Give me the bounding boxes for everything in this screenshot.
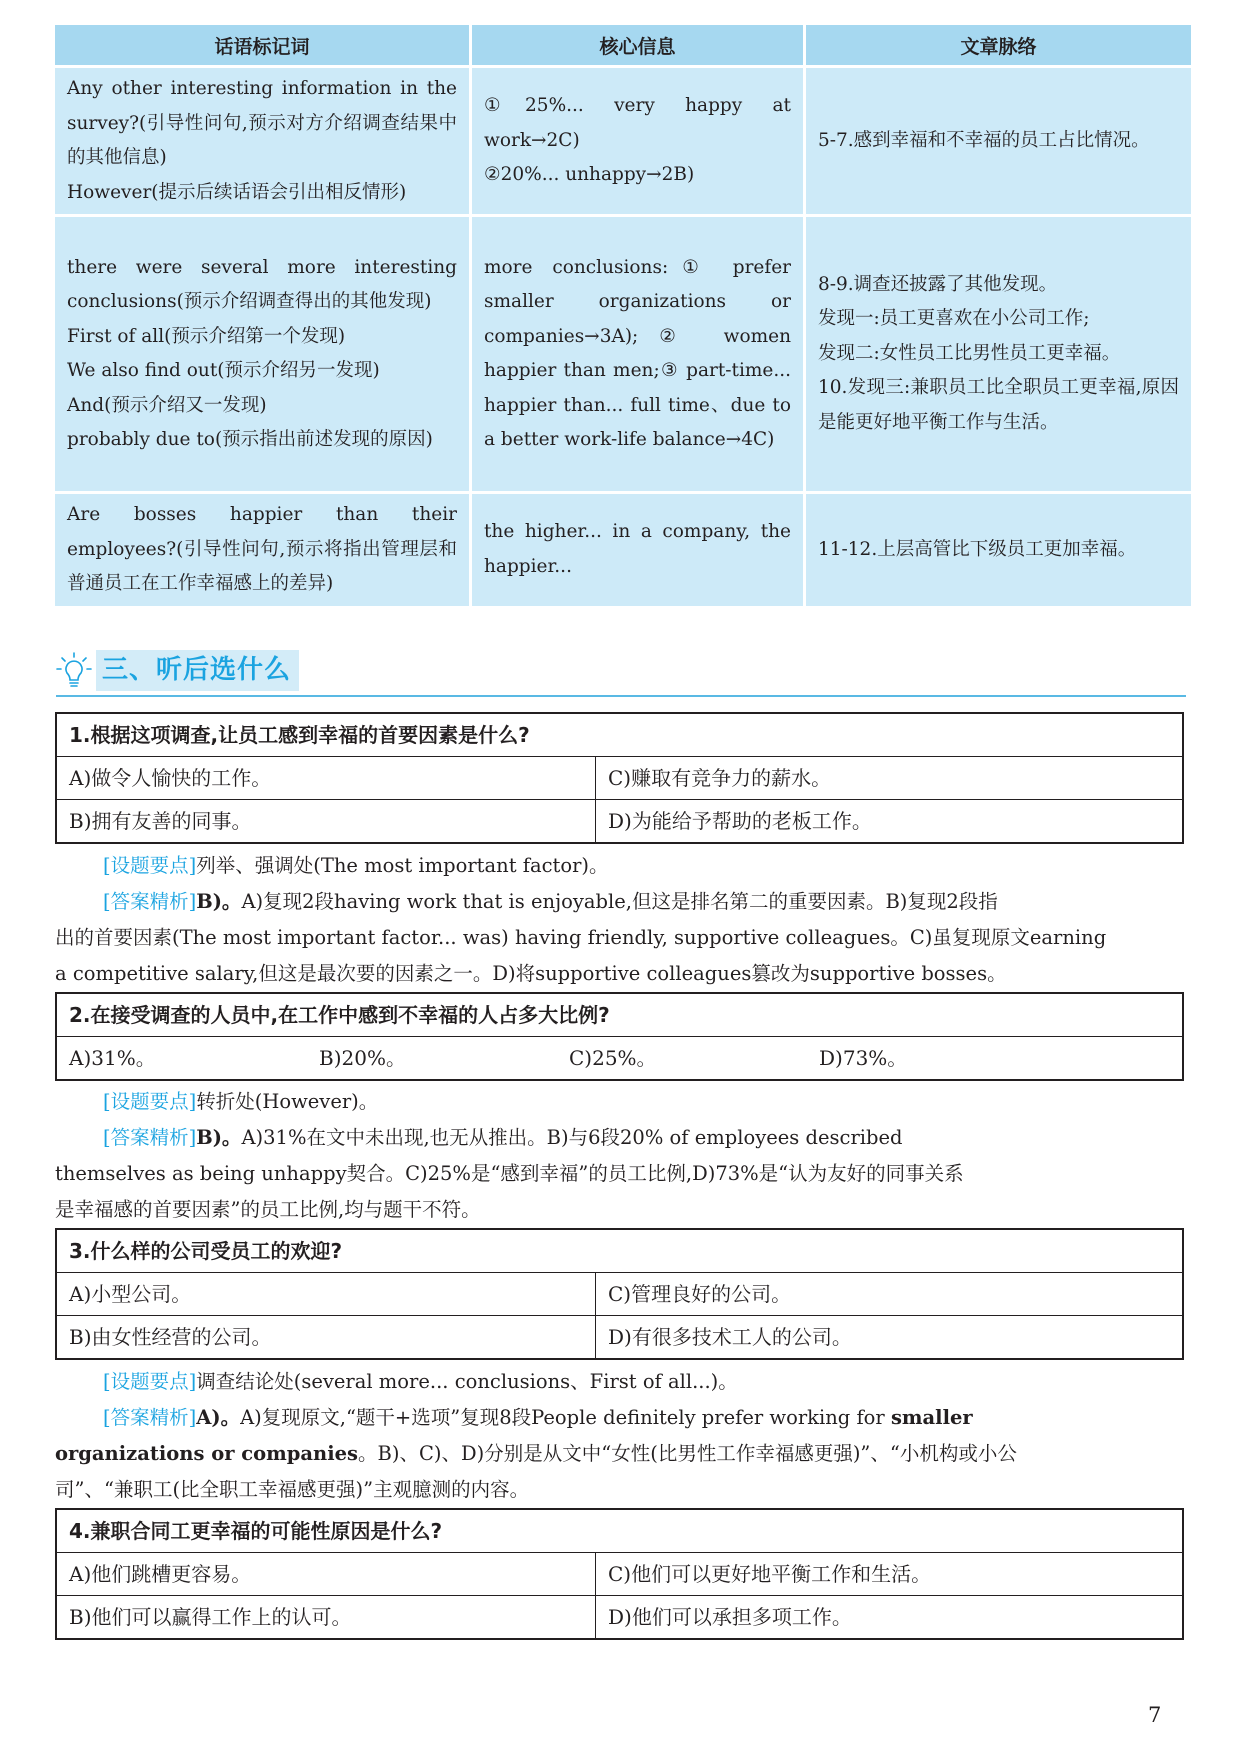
option-b: B)拥有友善的同事。 <box>69 809 252 833</box>
outline-text: 发现一:员工更喜欢在小公司工作; <box>818 308 1090 330</box>
question-stem: 1.根据这项调查,让员工感到幸福的首要因素是什么? <box>57 714 1182 757</box>
outline-text: 5-7.感到幸福和不幸福的员工占比情况。 <box>818 129 1150 151</box>
option-d: D)有很多技术工人的公司。 <box>595 1316 1182 1358</box>
option-row <box>57 1315 1182 1358</box>
header-outline: 文章脉络 <box>806 25 1191 65</box>
outline-text: 发现二:女性员工比男性员工更幸福。 <box>818 342 1121 364</box>
marker-text: probably due to(预示指出前述发现的原因) <box>67 429 433 450</box>
option-a: A)他们跳槽更容易。 <box>69 1562 252 1586</box>
answer-text: themselves as being unhappy契合。C)25%是“感到幸福”的员工比例,D)73%是“认为友好的同事关系 <box>55 1162 964 1185</box>
answer-tag: [答案精析] <box>103 1126 197 1149</box>
header-core: 核心信息 <box>472 25 803 65</box>
section-divider <box>56 695 1186 697</box>
option-c: C)管理良好的公司。 <box>595 1273 1182 1315</box>
core-text: more conclusions:① prefer smaller organizations or companies→3A);② women happier than men;③ part-time... happier than... full time、due to a better work-life balance→4C) <box>484 256 791 450</box>
design-point-tag: [设题要点] <box>103 1370 197 1393</box>
option-d: D)他们可以承担多项工作。 <box>595 1596 1182 1638</box>
option-b: B)20%。 <box>319 1046 406 1070</box>
answer-line <box>55 1120 1185 1156</box>
option-c: C)赚取有竞争力的薪水。 <box>595 757 1182 799</box>
outline-text: 8-9.调查还披露了其他发现。 <box>818 273 1058 295</box>
core-text: ①25%... very happy at work→2C) <box>484 95 791 151</box>
markers-cell <box>55 217 469 491</box>
core-cell <box>472 68 803 214</box>
question-4-table <box>55 1508 1184 1640</box>
header-markers: 话语标记词 <box>55 25 469 65</box>
question-1-analysis <box>55 848 1185 992</box>
question-3-table <box>55 1228 1184 1360</box>
option-b: B)由女性经营的公司。 <box>69 1325 272 1349</box>
marker-text: However(提示后续话语会引出相反情形) <box>67 181 407 203</box>
question-stem: 3.什么样的公司受员工的欢迎? <box>57 1230 1182 1273</box>
option-b: B)他们可以赢得工作上的认可。 <box>69 1605 352 1629</box>
answer-key: A)。 <box>196 1406 241 1429</box>
option-row <box>57 1553 1182 1595</box>
marker-text: First of all(预示介绍第一个发现) <box>67 325 346 347</box>
table-header-row <box>55 25 1191 65</box>
answer-line <box>55 884 1185 920</box>
marker-text: We also find out(预示介绍另一发现) <box>67 360 380 381</box>
answer-text: 司”、“兼职工(比全职工幸福感更强)”主观臆测的内容。 <box>55 1478 530 1501</box>
question-1-table <box>55 712 1184 844</box>
answer-text: a competitive salary,但这是最次要的因素之一。D)将supportive colleagues篡改为supportive bosses。 <box>55 962 1007 985</box>
answer-line <box>55 1436 1185 1472</box>
answer-line <box>55 1400 1185 1436</box>
lightbulb-icon <box>56 651 92 691</box>
option-a: A)小型公司。 <box>69 1282 192 1306</box>
marker-text: there were several more interesting conclusions(预示介绍调查得出的其他发现) <box>67 256 457 312</box>
answer-text: 出的首要因素(The most important factor... was) having friendly, supportive colleagues。C)虽复现原文earning <box>55 926 1107 949</box>
option-c: C)他们可以更好地平衡工作和生活。 <box>595 1553 1182 1595</box>
page-number: 7 <box>1148 1703 1162 1727</box>
answer-key: B)。 <box>196 890 242 913</box>
marker-text: Any other interesting information in the survey?(引导性问句,预示对方介绍调查结果中的其他信息) <box>67 78 457 168</box>
option-row <box>57 1595 1182 1638</box>
option-row <box>57 1273 1182 1315</box>
table-row <box>55 68 1191 214</box>
answer-key: B)。 <box>196 1126 242 1149</box>
option-a: A)做令人愉快的工作。 <box>69 766 272 790</box>
question-2-table <box>55 992 1184 1081</box>
option-row <box>57 799 1182 842</box>
core-cell <box>472 217 803 491</box>
option-d: D)73%。 <box>819 1046 908 1070</box>
design-point <box>55 1364 1185 1400</box>
outline-cell <box>806 217 1191 491</box>
analysis-table <box>52 22 1194 609</box>
answer-text-bold: smaller <box>890 1406 973 1429</box>
design-point-text: 转折处(However)。 <box>196 1090 379 1113</box>
answer-tag: [答案精析] <box>103 890 197 913</box>
answer-tag: [答案精析] <box>103 1406 197 1429</box>
section-heading <box>56 645 1186 697</box>
design-point-tag: [设题要点] <box>103 1090 197 1113</box>
design-point <box>55 1084 1185 1120</box>
table-row <box>55 494 1191 606</box>
question-3-analysis <box>55 1364 1185 1508</box>
design-point-text: 调查结论处(several more... conclusions、First of all...)。 <box>196 1370 738 1393</box>
option-a: A)31%。 <box>69 1046 156 1070</box>
design-point-text: 列举、强调处(The most important factor)。 <box>196 854 609 877</box>
section-title: 三、听后选什么 <box>96 650 299 691</box>
markers-cell <box>55 494 469 606</box>
design-point-tag: [设题要点] <box>103 854 197 877</box>
markers-cell <box>55 68 469 214</box>
outline-cell <box>806 68 1191 214</box>
core-text: ②20%... unhappy→2B) <box>484 164 695 186</box>
answer-text: A)31%在文中未出现,也无从推出。B)与6段20% of employees described <box>241 1126 903 1149</box>
question-2-analysis <box>55 1084 1185 1228</box>
option-d: D)为能给予帮助的老板工作。 <box>595 800 1182 842</box>
answer-text: A)复现2段having work that is enjoyable,但这是排名第二的重要因素。B)复现2段指 <box>241 890 998 913</box>
marker-text: And(预示介绍又一发现) <box>67 394 267 416</box>
question-stem: 4.兼职合同工更幸福的可能性原因是什么? <box>57 1510 1182 1553</box>
core-cell <box>472 494 803 606</box>
answer-text: A)复现原文,“题干+选项”复现8段People definitely prefer working for <box>240 1406 885 1429</box>
marker-text: Are bosses happier than their employees?(引导性问句,预示将指出管理层和普通员工在工作幸福感上的差异) <box>67 504 457 594</box>
design-point <box>55 848 1185 884</box>
answer-text: 。B)、C)、D)分别是从文中“女性(比男性工作幸福感更强)”、“小机构或小公 <box>358 1442 1017 1465</box>
answer-text-bold: organizations or companies <box>55 1442 359 1465</box>
option-row <box>57 1037 1182 1079</box>
option-c: C)25%。 <box>569 1046 657 1070</box>
question-stem: 2.在接受调查的人员中,在工作中感到不幸福的人占多大比例? <box>57 994 1182 1037</box>
table-row <box>55 217 1191 491</box>
answer-text: 是幸福感的首要因素”的员工比例,均与题干不符。 <box>55 1198 481 1221</box>
core-text: the higher... in a company, the happier... <box>484 521 791 577</box>
option-row <box>57 757 1182 799</box>
outline-text: 10.发现三:兼职员工比全职员工更幸福,原因是能更好地平衡工作与生活。 <box>818 377 1179 433</box>
outline-text: 11-12.上层高管比下级员工更加幸福。 <box>818 538 1137 560</box>
outline-cell <box>806 494 1191 606</box>
